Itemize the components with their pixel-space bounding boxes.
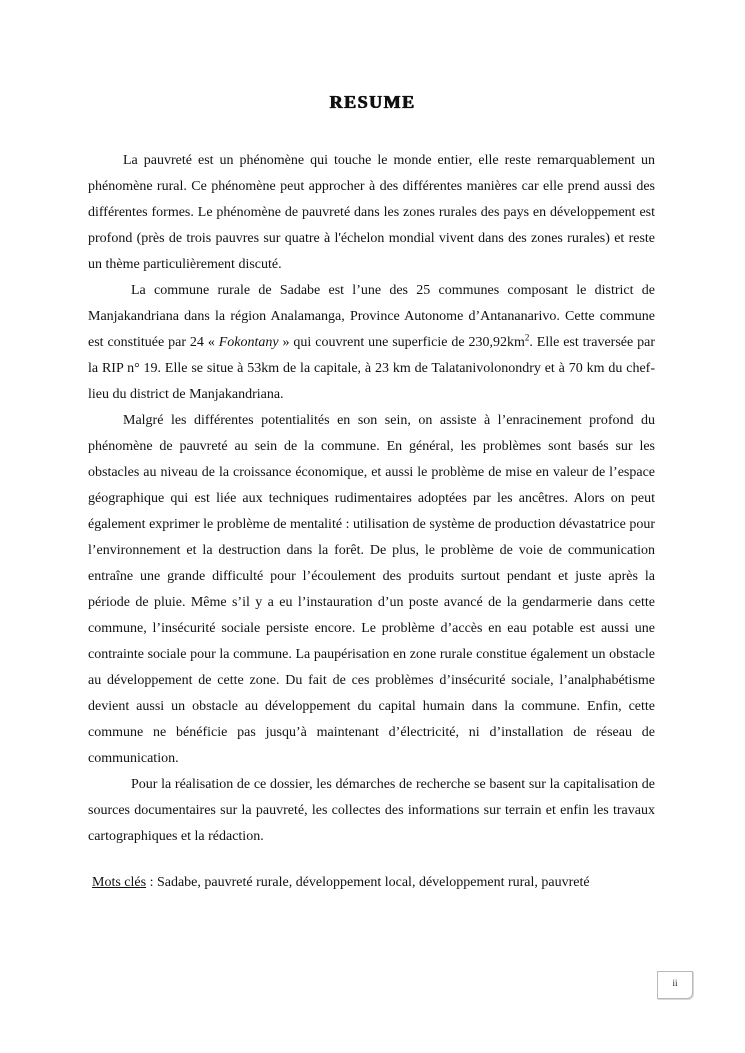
- superscript-squared: 2: [524, 332, 530, 343]
- keywords-list: : Sadabe, pauvreté rurale, développement local, développement rural, pauvreté: [146, 875, 590, 890]
- paragraph-methodology: Pour la réalisation de ce dossier, les démarches de recherche se basent sur la capitalisation de sources documentaires sur la pauvreté, les collectes des informations sur terrain et enfin les travaux cartographiques et la rédaction.: [88, 777, 655, 844]
- paragraph-commune-text-a: La commune rurale de Sadabe est l’une des 25 communes composant le district de Manjakandriana dans la région Analamanga, Province Autonome d’Antananarivo. Cette commune est constituée par 24 «: [88, 283, 655, 350]
- paragraph-commune-description: [88, 278, 655, 408]
- paragraph-poverty-intro: La pauvreté est un phénomène qui touche le monde entier, elle reste remarquablement un phénomène rural. Ce phénomène peut approcher à des différentes manières car elle prend aussi des différentes formes. Le phénomène de pauvreté dans les zones rurales des pays en développement est profond (près de trois pauvres sur quatre à l'échelon mondial vivent dans des zones rurales) et reste un thème particulièrement discuté.: [88, 153, 655, 272]
- abstract-body: [88, 148, 655, 850]
- paragraph-problems: Malgré les différentes potentialités en son sein, on assiste à l’enracinement profond du phénomène de pauvreté au sein de la commune. En général, les problèmes sont basés sur les obstacles au niveau de la croissance économique, et aussi le problème de mise en valeur de l’espace géographique qui est liée aux techniques rudimentaires adoptées par les ancêtres. Alors on peut également exprimer le problème de mentalité : utilisation de système de production dévastatrice pour l’environnement et la destruction dans la forêt. De plus, le problème de voie de communication entraîne une grande difficulté pour l’écoulement des produits surtout pendant et juste après la période de pluie. Même s’il y a eu l’instauration d’un poste avancé de la gendarmerie dans cette commune, l’insécurité sociale persiste encore. Le problème d’accès en eau potable est aussi une contrainte sociale pour la commune. La paupérisation en zone rurale constitue également un obstacle au développement de cette zone. Du fait de ces problèmes d’insécurité sociale, l’analphabétisme devient aussi un obstacle au développement du capital humain dans la commune. Enfin, cette commune ne bénéficie pas jusqu’à maintenant d’électricité, ni d’installation de réseau de communication.: [88, 413, 655, 766]
- fokontany-term: Fokontany: [218, 335, 279, 350]
- keywords-line: [92, 873, 590, 893]
- page-number-box: ii: [657, 971, 693, 999]
- paragraph-commune-text-b: » qui couvrent une superficie de 230,92km: [278, 335, 525, 350]
- paragraph-commune-text-c: . Elle est traversée par la RIP n° 19. Elle se situe à 53km de la capitale, à 23 km de Talatanivolonondry et à 70 km du chef-lieu du district de Manjakandriana.: [88, 335, 655, 402]
- page-title: RESUME: [329, 92, 416, 112]
- keywords-label: Mots clés: [92, 875, 147, 890]
